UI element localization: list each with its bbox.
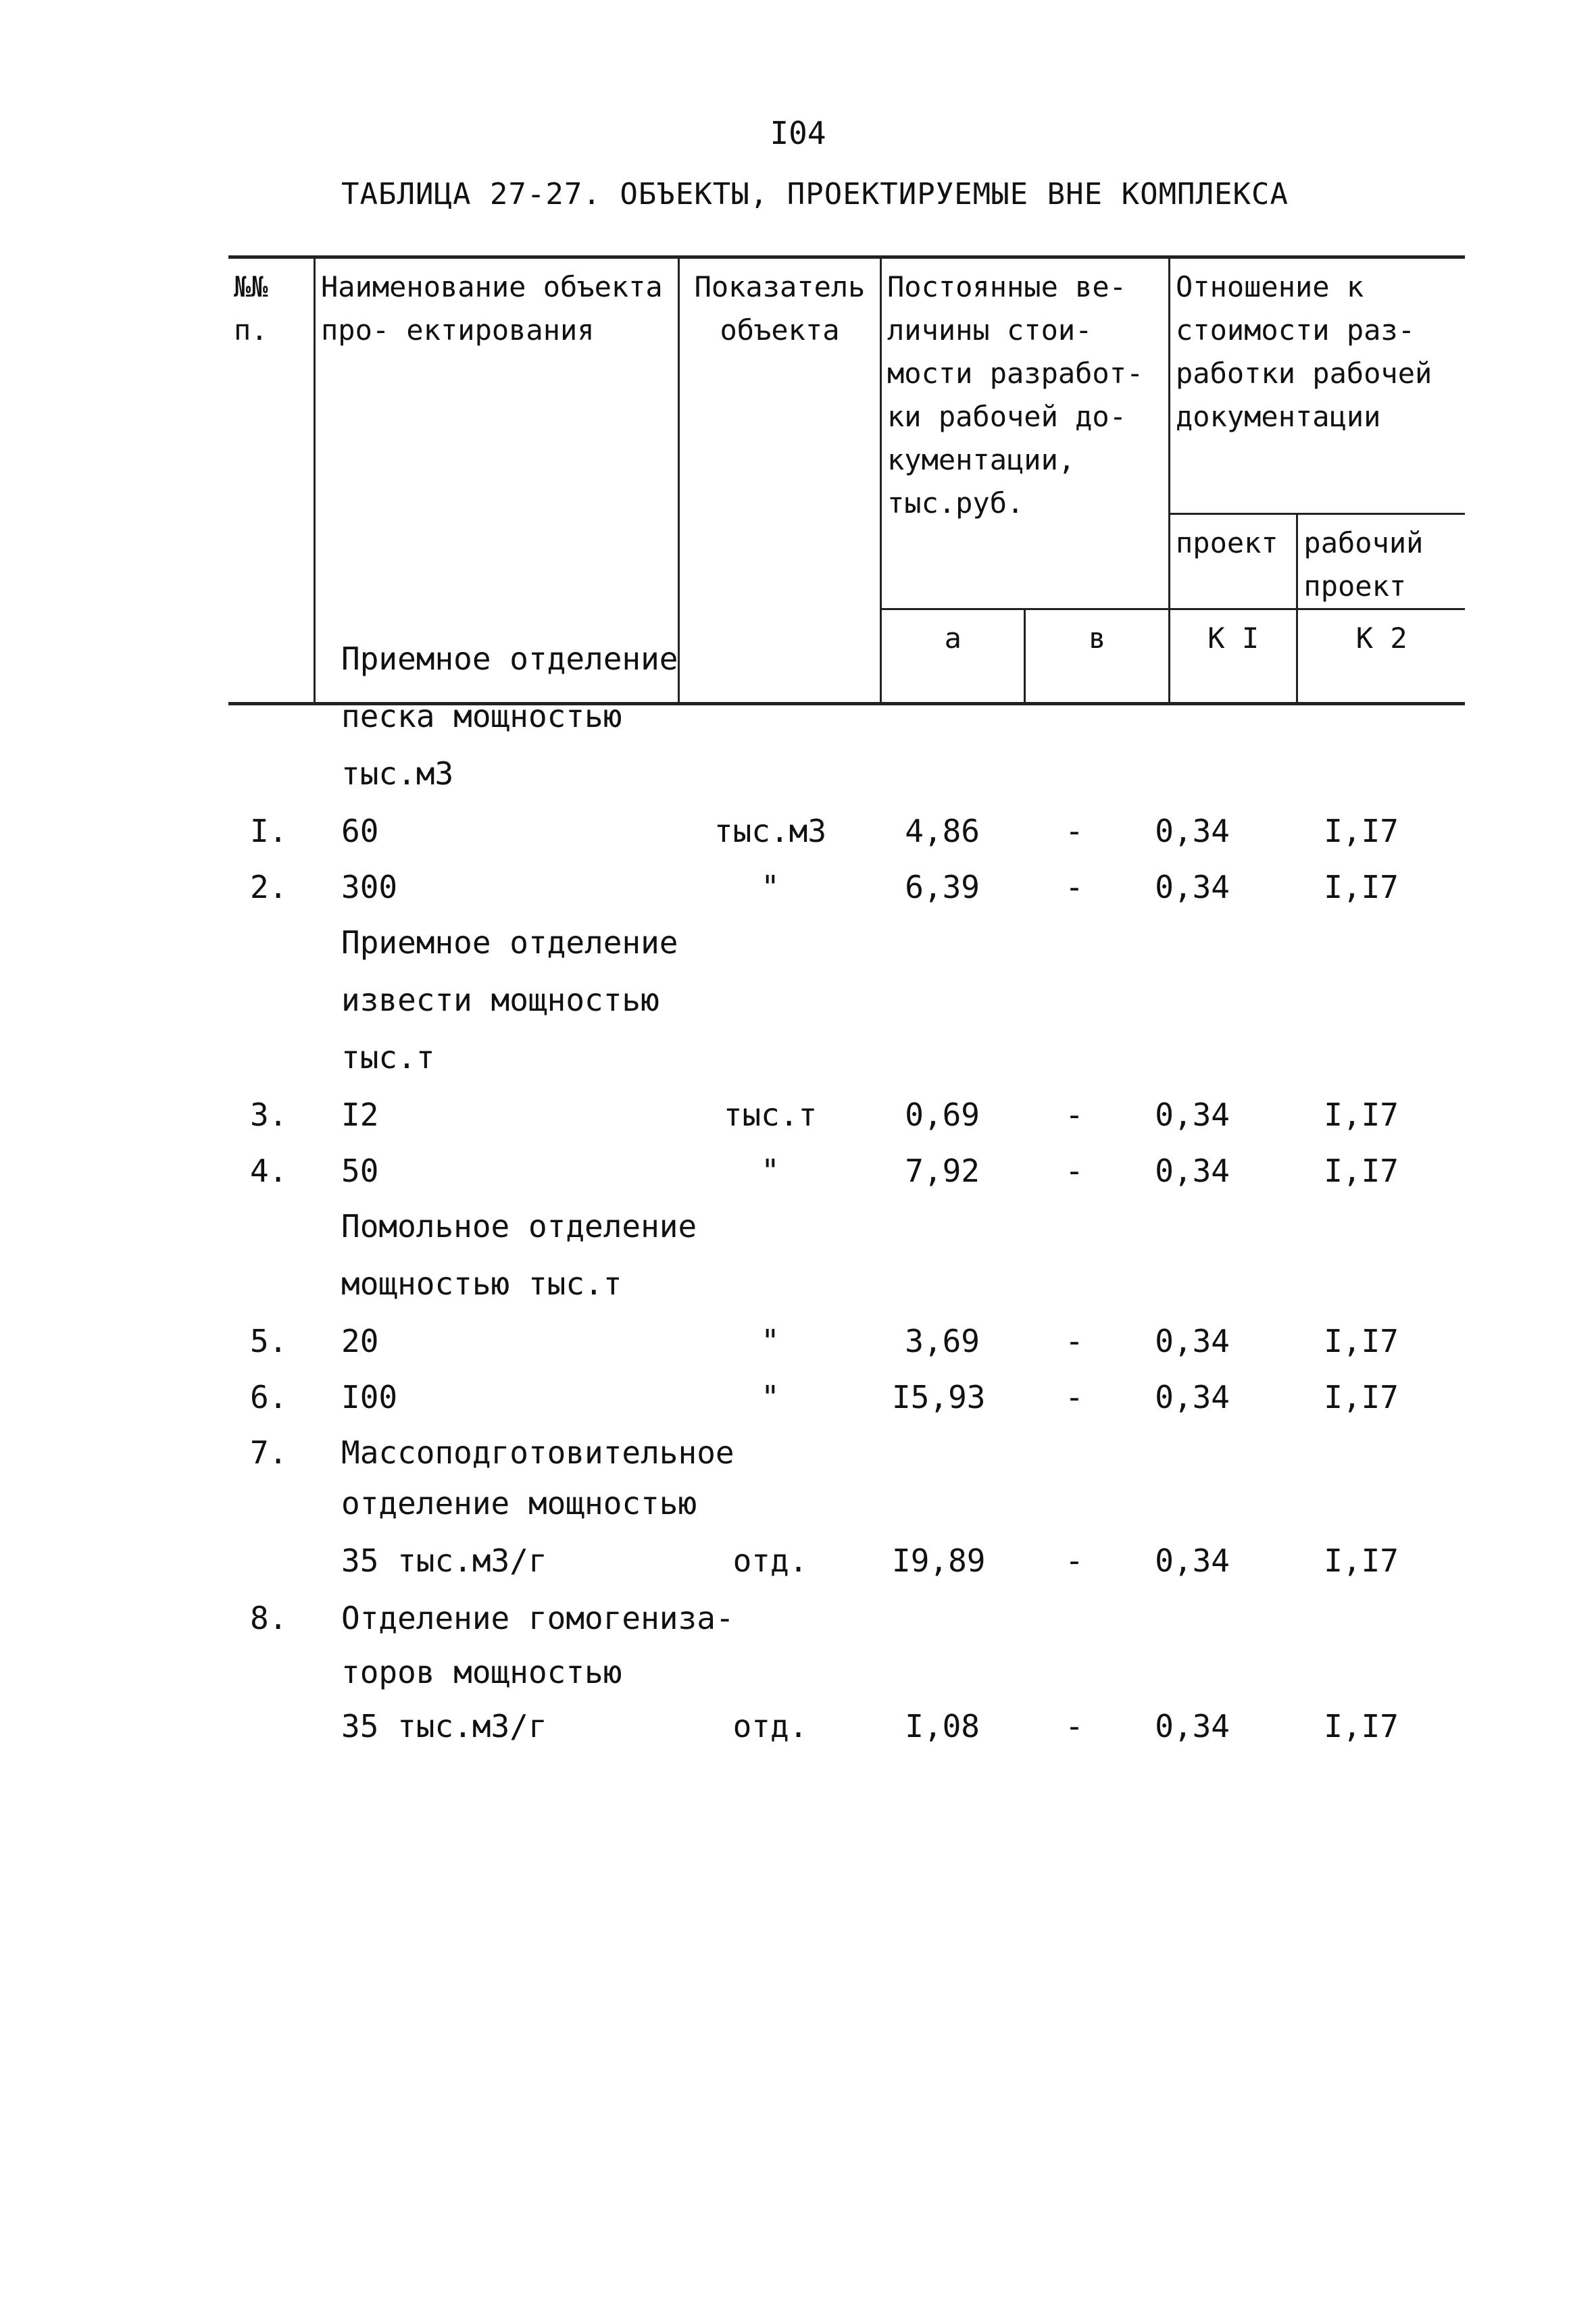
cell-a: 7,92 [905, 1153, 980, 1189]
cell-k1: 0,34 [1155, 813, 1230, 849]
cell-k2: I,I7 [1324, 1708, 1399, 1744]
cell-indicator: " [761, 1153, 780, 1189]
cell-k1: 0,34 [1155, 1542, 1230, 1579]
cell-k1: 0,34 [1155, 1153, 1230, 1189]
cell-name: тыс.м3 [341, 755, 454, 792]
cell-k1: 0,34 [1155, 1097, 1230, 1133]
header-a: а [881, 609, 1025, 704]
cell-b: - [1065, 1097, 1084, 1133]
cell-indicator: отд. [732, 1708, 808, 1744]
cell-a: 6,39 [905, 869, 980, 905]
cell-name: Помольное отделение [341, 1208, 697, 1244]
cell-a: 3,69 [905, 1323, 980, 1359]
cell-num: 3. [250, 1097, 288, 1133]
cell-b: - [1065, 1323, 1084, 1359]
cell-k2: I,I7 [1324, 1542, 1399, 1579]
cell-b: - [1065, 813, 1084, 849]
cell-k1: 0,34 [1155, 1708, 1230, 1744]
cell-name: мощностью тыс.т [341, 1265, 622, 1302]
cell-name: 50 [341, 1153, 379, 1189]
cell-name: I2 [341, 1097, 379, 1133]
header-indicator: Показатель объекта [679, 257, 881, 704]
cell-indicator: " [761, 1379, 780, 1415]
cell-num: 7. [250, 1434, 288, 1471]
cell-num: 5. [250, 1323, 288, 1359]
cell-b: - [1065, 1708, 1084, 1744]
header-k1: К I [1170, 609, 1297, 704]
cell-k2: I,I7 [1324, 1097, 1399, 1133]
cell-indicator: " [761, 869, 780, 905]
cell-k2: I,I7 [1324, 1153, 1399, 1189]
cell-k1: 0,34 [1155, 1379, 1230, 1415]
cell-indicator: тыс.м3 [714, 813, 827, 849]
header-ratio: Отношение к стоимости раз- работки рабочей документации [1170, 257, 1466, 514]
cell-b: - [1065, 1379, 1084, 1415]
cell-name: Приемное отделение [341, 924, 678, 961]
cell-a: 4,86 [905, 813, 980, 849]
cell-num: I. [250, 813, 288, 849]
cell-indicator: отд. [732, 1542, 808, 1579]
cell-name: Массоподготовительное [341, 1434, 734, 1471]
header-project: проект [1170, 514, 1297, 609]
page-number: I04 [770, 115, 826, 151]
cell-b: - [1065, 1153, 1084, 1189]
cell-k2: I,I7 [1324, 869, 1399, 905]
cell-name: извести мощностью [341, 982, 659, 1018]
cell-name: 20 [341, 1323, 379, 1359]
cell-indicator: тыс.т [723, 1097, 818, 1133]
cell-num: 2. [250, 869, 288, 905]
cell-name: 35 тыс.м3/г [341, 1542, 547, 1579]
header-num: №№ п. [234, 270, 268, 347]
cell-k2: I,I7 [1324, 1323, 1399, 1359]
cell-name: Отделение гомогениза- [341, 1600, 734, 1636]
cell-name: песка мощностью [341, 698, 622, 734]
cell-k2: I,I7 [1324, 1379, 1399, 1415]
header-k2: К 2 [1297, 609, 1465, 704]
cell-name: I00 [341, 1379, 398, 1415]
cell-k1: 0,34 [1155, 1323, 1230, 1359]
header-working-project: рабочий проект [1297, 514, 1465, 609]
header-name: Наименование объекта про- ектирования [315, 257, 679, 704]
cell-a: 0,69 [905, 1097, 980, 1133]
cell-name: Приемное отделение [341, 640, 678, 677]
cell-num: 4. [250, 1153, 288, 1189]
cell-name: 35 тыс.м3/г [341, 1708, 547, 1744]
cell-a: I,08 [905, 1708, 980, 1744]
cell-name: 300 [341, 869, 398, 905]
table-title: ТАБЛИЦА 27-27. ОБЪЕКТЫ, ПРОЕКТИРУЕМЫЕ ВНЕ КОМПЛЕКСА [341, 177, 1289, 211]
cell-name: 60 [341, 813, 379, 849]
header-b: в [1025, 609, 1170, 704]
cell-num: 8. [250, 1600, 288, 1636]
cell-k1: 0,34 [1155, 869, 1230, 905]
cell-indicator: " [761, 1323, 780, 1359]
cell-b: - [1065, 869, 1084, 905]
cell-name: отделение мощностью [341, 1485, 697, 1521]
cell-num: 6. [250, 1379, 288, 1415]
cell-name: тыс.т [341, 1039, 435, 1076]
cell-a: I5,93 [892, 1379, 986, 1415]
cell-name: торов мощностью [341, 1654, 622, 1690]
header-constants: Постоянные ве- личины стои- мости разработ- ки рабочей до- кументации, тыс.руб. [881, 257, 1170, 609]
cell-a: I9,89 [892, 1542, 986, 1579]
cell-k2: I,I7 [1324, 813, 1399, 849]
cell-b: - [1065, 1542, 1084, 1579]
